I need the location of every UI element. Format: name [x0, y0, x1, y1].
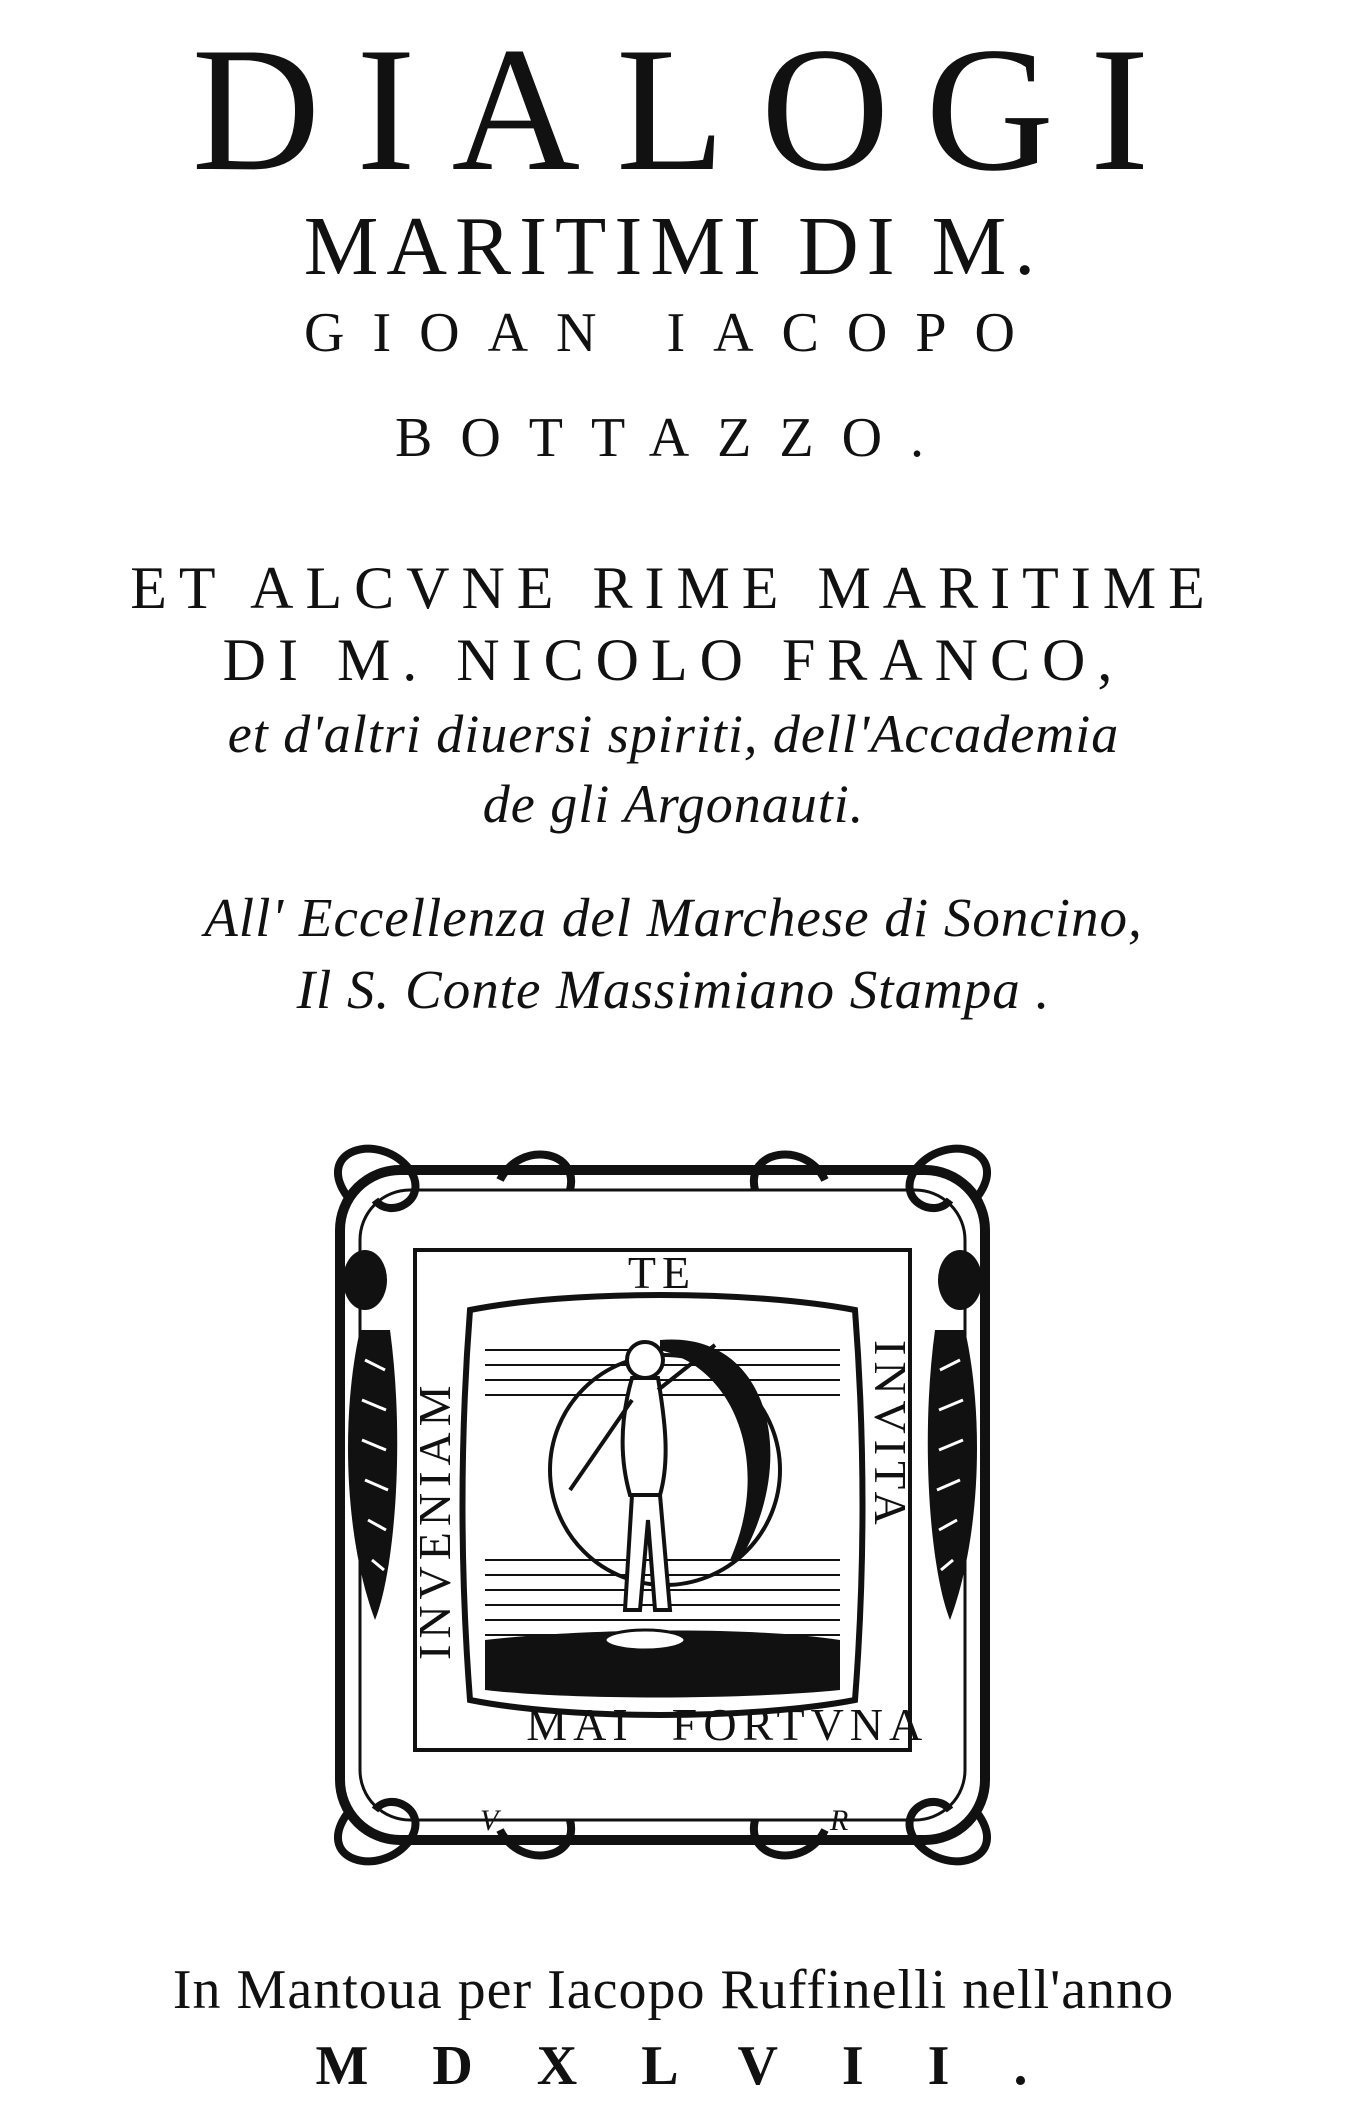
- motto-left: INVENIAM: [409, 1379, 460, 1660]
- subtitle-line-1: ET ALCVNE RIME MARITIME: [130, 555, 1217, 621]
- author-name-line-1: GIOAN IACOPO: [304, 302, 1043, 364]
- subtitle-line-2: DI M. NICOLO FRANCO,: [222, 627, 1125, 693]
- subtitle-line-4: de gli Argonauti.: [482, 774, 865, 834]
- printer-device-illustration: [320, 1140, 1005, 1870]
- printer-device-woodcut: [320, 1140, 1005, 1870]
- motto-bottom-right: FORTVNA: [671, 1699, 929, 1750]
- book-title: DIALOGI: [191, 10, 1186, 208]
- author-name-line-2: BOTTAZZO.: [394, 407, 953, 469]
- motto-right: INVITA: [865, 1340, 916, 1531]
- sphere-base: [605, 1630, 685, 1650]
- title-line-2: MARITIMI DI M.: [303, 200, 1044, 293]
- dedication-line-2: Il S. Conte Massimiano Stampa .: [296, 959, 1051, 1020]
- motto-top: TE: [627, 1247, 697, 1298]
- imprint-date: MDXLVII.: [315, 2035, 1092, 2097]
- monogram-left: V: [480, 1804, 499, 1837]
- subtitle-line-3: et d'altri diuersi spiriti, dell'Accademia: [227, 704, 1120, 764]
- dedication-line-1: All' Eccellenza del Marchese di Soncino,: [204, 887, 1143, 948]
- motto-bottom-left: MAI: [526, 1699, 634, 1750]
- imprint-line-1: In Mantoua per Iacopo Ruffinelli nell'anno: [172, 1959, 1175, 2021]
- monogram-right: R: [830, 1804, 849, 1837]
